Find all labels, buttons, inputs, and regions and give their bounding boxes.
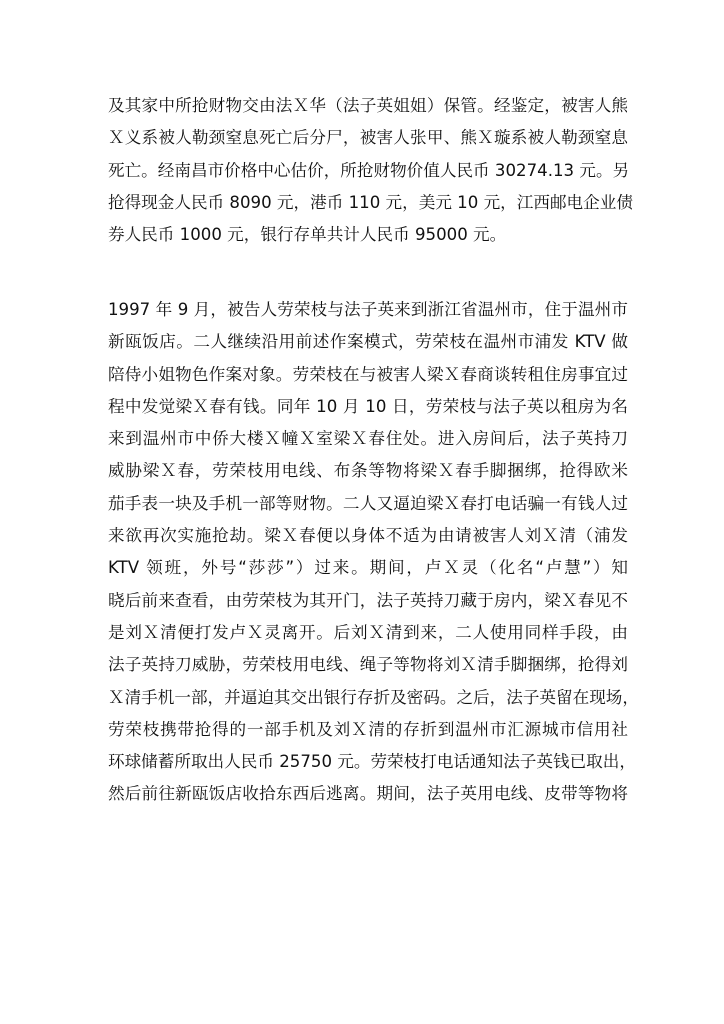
text-line: 新瓯饭店。二人继续沿用前述作案模式，劳荣枝在温州市浦发 KTV 做	[108, 332, 628, 352]
text-line: 死亡。经南昌市价格中心估价，所抢财物价值人民币 30274.13 元。另	[108, 160, 630, 180]
paragraph-2	[108, 294, 639, 811]
text-line: 陪侍小姐物色作案对象。劳荣枝在与被害人梁Ｘ春商谈转租住房事宜过	[108, 364, 628, 384]
text-line: 然后前往新瓯饭店收拾东西后逃离。期间，法子英用电线、皮带等物将	[108, 784, 628, 804]
text-line: 券人民币 1000 元，银行存单共计人民币 95000 元。	[108, 225, 507, 245]
text-line: 抢得现金人民币 8090 元，港币 110 元，美元 10 元，江西邮电企业债	[108, 192, 633, 212]
text-line: 威胁梁Ｘ春，劳荣枝用电线、布条等物将梁Ｘ春手脚捆绑，抢得欧米	[108, 461, 628, 481]
text-line: 是刘Ｘ清便打发卢Ｘ灵离开。后刘Ｘ清到来，二人使用同样手段，由	[108, 622, 628, 642]
text-line: 法子英持刀威胁，劳荣枝用电线、绳子等物将刘Ｘ清手脚捆绑，抢得刘	[108, 655, 628, 675]
text-line: 环球储蓄所取出人民币 25750 元。劳荣枝打电话通知法子英钱已取出，	[108, 752, 636, 772]
text-line: 来到温州市中侨大楼Ｘ幢Ｘ室梁Ｘ春住处。进入房间后，法子英持刀	[108, 429, 628, 449]
text-line: Ｘ清手机一部，并逼迫其交出银行存折及密码。之后，法子英留在现场，	[108, 687, 639, 707]
text-line: 来欲再次实施抢劫。梁Ｘ春便以身体不适为由请被害人刘Ｘ清（浦发	[108, 526, 628, 546]
text-line: 程中发觉梁Ｘ春有钱。同年 10 月 10 日，劳荣枝与法子英以租房为名	[108, 396, 628, 416]
text-line: 1997 年 9 月，被告人劳荣枝与法子英来到浙江省温州市，住于温州市	[108, 300, 628, 319]
text-line: 茄手表一块及手机一部等财物。二人又逼迫梁Ｘ春打电话骗一有钱人过	[108, 493, 628, 513]
paragraph-1	[108, 90, 633, 251]
text-line: 及其家中所抢财物交由法Ｘ华（法子英姐姐）保管。经鉴定，被害人熊	[108, 96, 628, 115]
text-line: 晓后前来查看，由劳荣枝为其开门，法子英持刀藏于房内，梁Ｘ春见不	[108, 590, 628, 610]
text-line: 劳荣枝携带抢得的一部手机及刘Ｘ清的存折到温州市汇源城市信用社	[108, 719, 628, 739]
text-line: Ｘ义系被人勒颈窒息死亡后分尸，被害人张甲、熊Ｘ璇系被人勒颈窒息	[108, 128, 628, 148]
text-line: KTV 领班，外号“莎莎”）过来。期间，卢Ｘ灵（化名“卢慧”）知	[108, 558, 628, 578]
